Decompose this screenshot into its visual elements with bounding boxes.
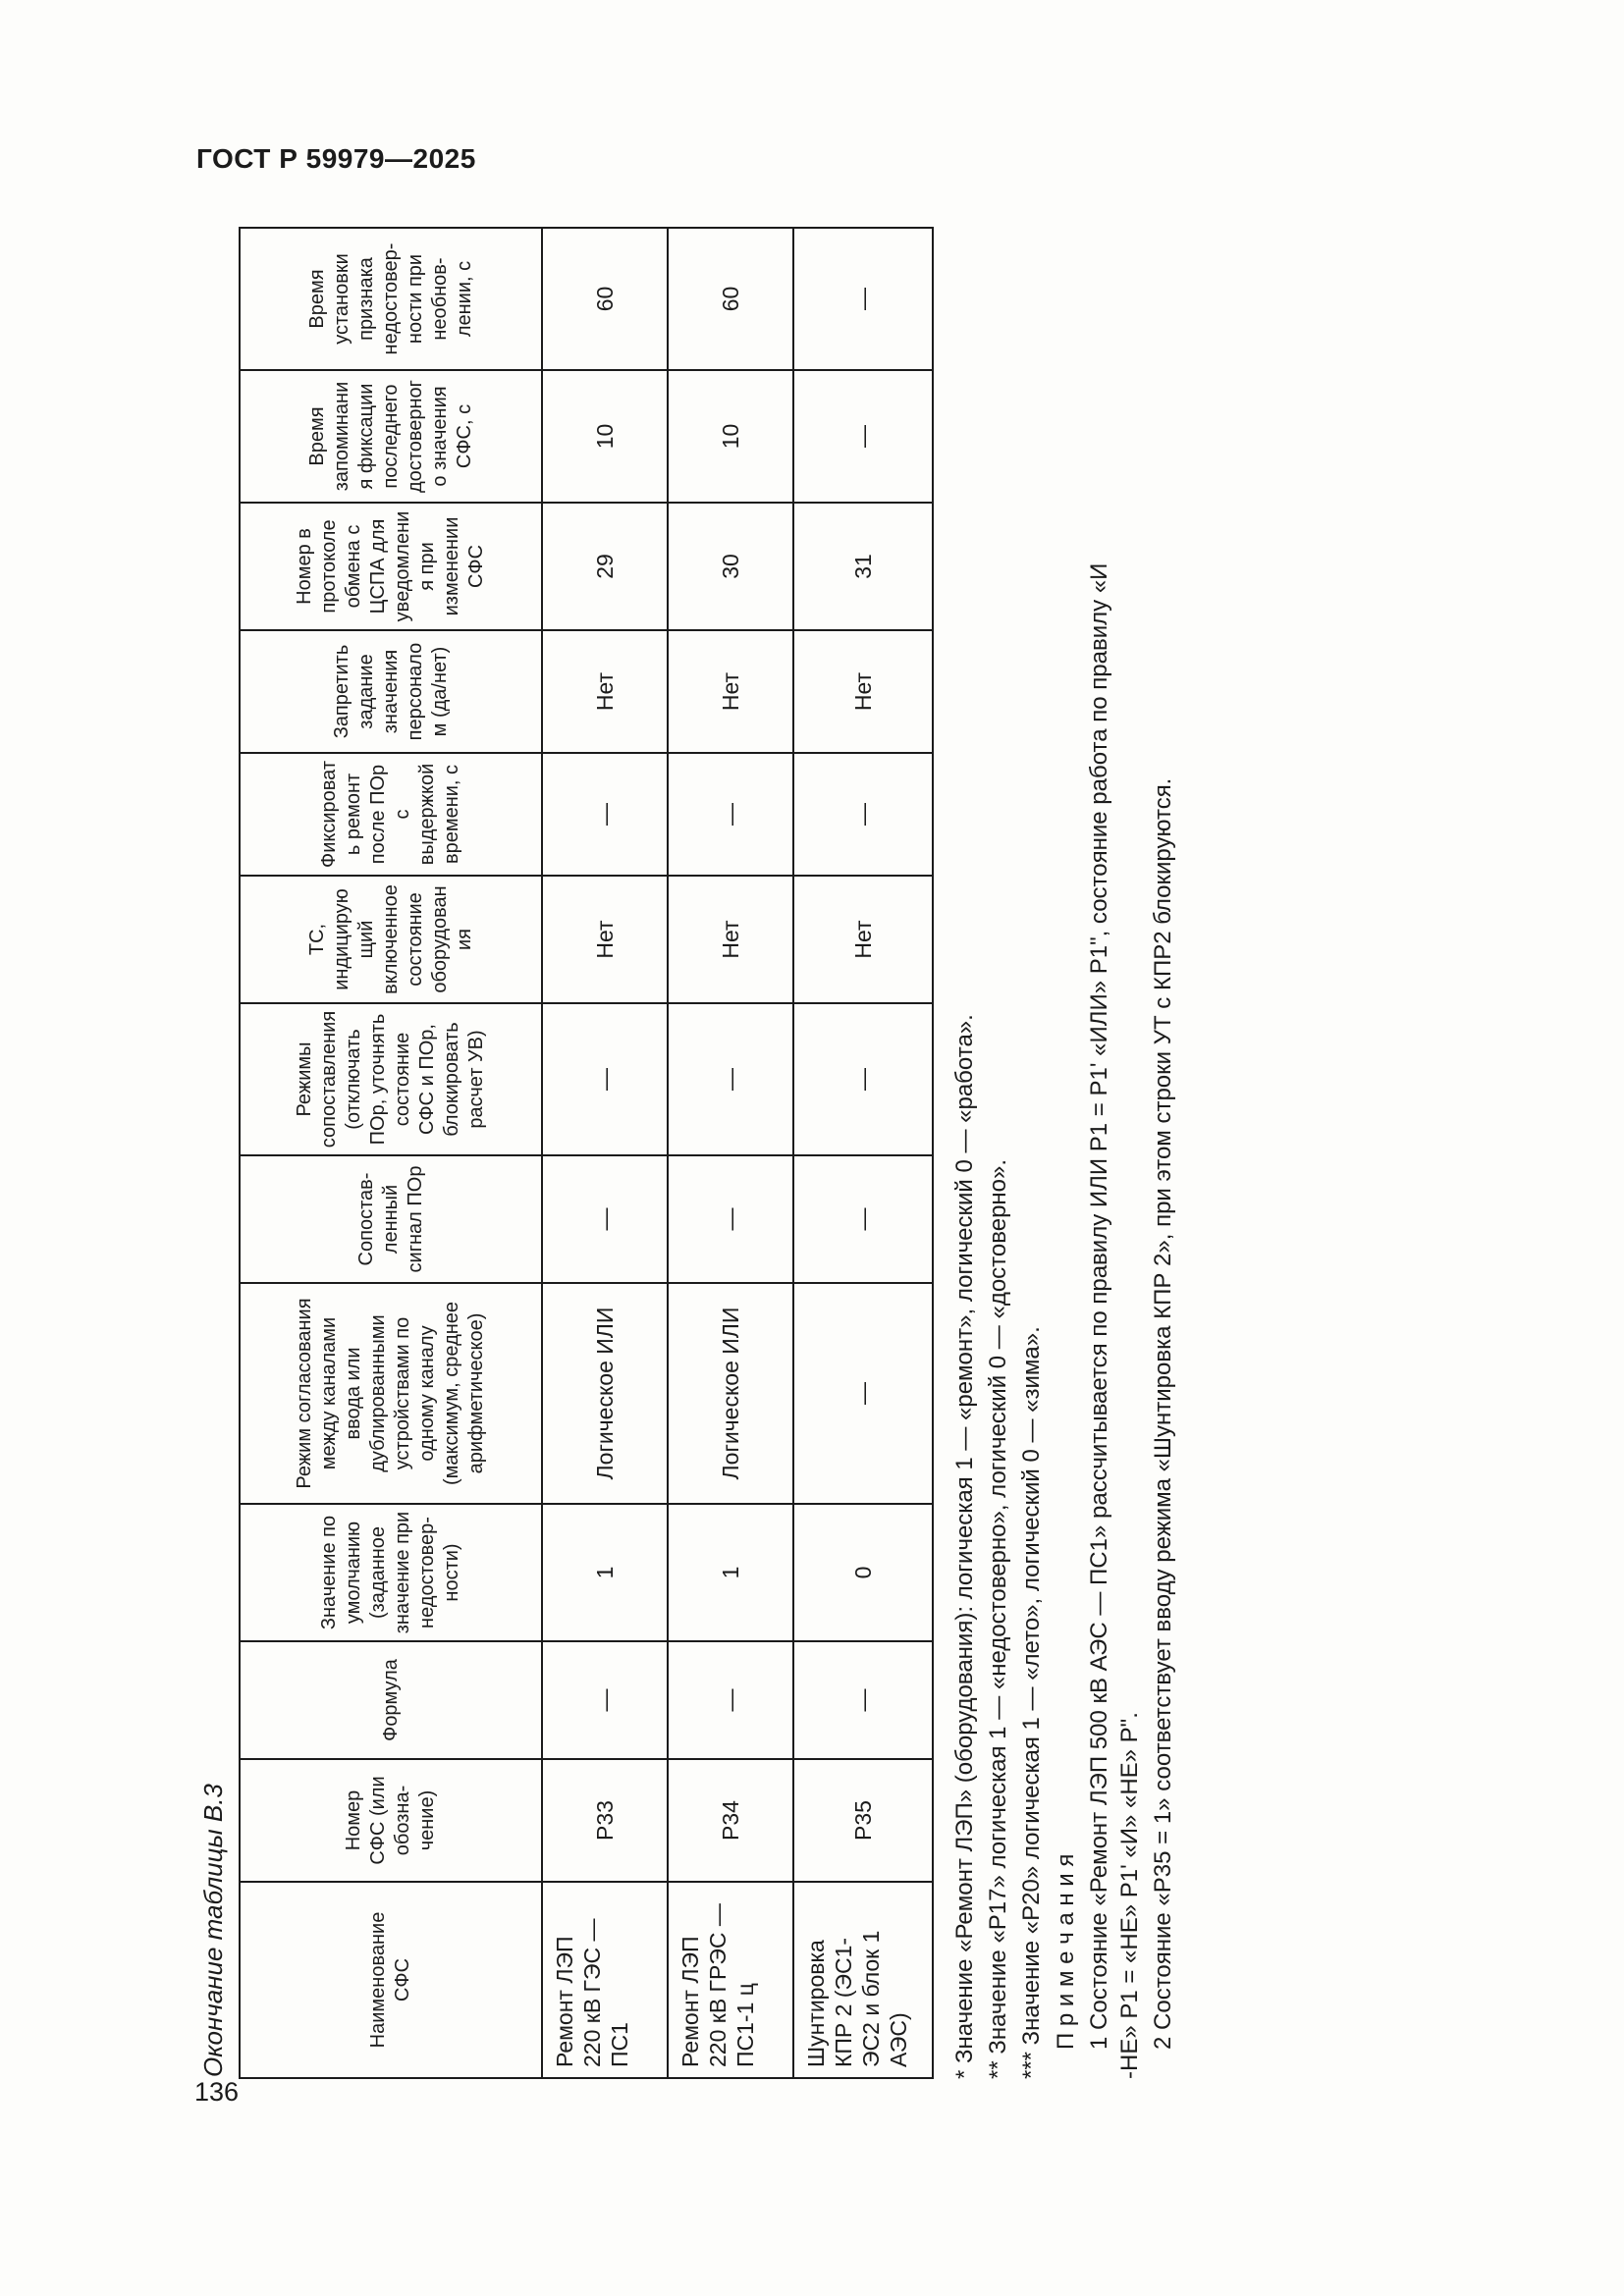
note-item: 2 Состояние «Р35 = 1» соответствует вводу режима «Шунтировка КПР 2», при этом строки УТ с КПР2 блокируются. xyxy=(1150,777,1177,2050)
value-cell: Нет xyxy=(793,876,933,1003)
column-header: Режимы сопоставления (отключать ПОр, уточнять состояние СФС и ПОр, блокировать расчет УВ) xyxy=(240,1003,542,1155)
value-cell: Р33 xyxy=(542,1759,668,1882)
column-header: Сопоставленный сигнал ПОр xyxy=(240,1155,542,1283)
column-header: Формула xyxy=(240,1641,542,1759)
value-cell: 60 xyxy=(542,228,668,370)
value-cell: Нет xyxy=(793,630,933,753)
value-cell: — xyxy=(668,1155,793,1283)
value-cell: — xyxy=(793,228,933,370)
value-cell: — xyxy=(542,753,668,876)
rotated-table-block xyxy=(198,229,1190,2079)
column-header: Значение по умолчанию (заданное значение при недостоверности) xyxy=(240,1504,542,1641)
sfs-name-cell: Ремонт ЛЭП 220 кВ ГРЭС — ПС1-1 ц xyxy=(668,1882,793,2078)
header-row xyxy=(240,228,542,2078)
value-cell: 1 xyxy=(542,1504,668,1641)
value-cell: — xyxy=(793,1283,933,1504)
value-cell: Логическое ИЛИ xyxy=(542,1283,668,1504)
table-row xyxy=(542,228,668,2078)
value-cell: — xyxy=(793,1641,933,1759)
value-cell: Нет xyxy=(542,876,668,1003)
notes-label: П р и м е ч а н и я xyxy=(1052,1853,1079,2050)
value-cell: — xyxy=(668,1641,793,1759)
value-cell: 60 xyxy=(668,228,793,370)
value-cell: — xyxy=(668,1003,793,1155)
value-cell: 0 xyxy=(793,1504,933,1641)
sfs-table xyxy=(239,227,934,2079)
footnote: ** Значение «Р17» логическая 1 — «недостоверно», логический 0 — «достоверно». xyxy=(985,1158,1012,2079)
value-cell: Р35 xyxy=(793,1759,933,1882)
value-cell: 10 xyxy=(542,370,668,503)
column-header: Наименование СФС xyxy=(240,1882,542,2078)
value-cell: 1 xyxy=(668,1504,793,1641)
column-header: Номер в протоколе обмена с ЦСПА для уведомления при изменении СФС xyxy=(240,503,542,630)
value-cell: 29 xyxy=(542,503,668,630)
value-cell: 10 xyxy=(668,370,793,503)
page-number: 136 xyxy=(194,2077,240,2107)
table-body xyxy=(542,228,933,2078)
value-cell: Нет xyxy=(542,630,668,753)
value-cell: — xyxy=(668,753,793,876)
table-row xyxy=(793,228,933,2078)
value-cell: Р34 xyxy=(668,1759,793,1882)
value-cell: Нет xyxy=(668,876,793,1003)
footnote: *** Значение «Р20» логическая 1 — «лето», логический 0 — «зима». xyxy=(1018,1326,1046,2079)
value-cell: — xyxy=(793,1155,933,1283)
column-header: Режим согласования между каналами ввода или дублированными устройствами по одному каналу (максимум, среднее арифметическое) xyxy=(240,1283,542,1504)
column-header: ТС, индицирующий включенное состояние оборудования xyxy=(240,876,542,1003)
sfs-name-cell: Ремонт ЛЭП 220 кВ ГЭС — ПС1 xyxy=(542,1882,668,2078)
note-item: 1 Состояние «Ремонт ЛЭП 500 кВ АЭС — ПС1» рассчитывается по правилу ИЛИ Р1 = Р1' «ИЛИ» Р1", состояние работа по правилу «И -НЕ» Р1 = «НЕ» Р1' «И» «НЕ» Р". xyxy=(1085,562,1143,2079)
table-caption: Окончание таблицы В.3 xyxy=(198,1784,228,2077)
column-header: Запретить задание значения персоналом (да/нет) xyxy=(240,630,542,753)
sfs-name-cell: Шунтировка КПР 2 (ЭС1-ЭС2 и блок 1 АЭС) xyxy=(793,1882,933,2078)
value-cell: — xyxy=(793,1003,933,1155)
value-cell: Логическое ИЛИ xyxy=(668,1283,793,1504)
value-cell: — xyxy=(542,1155,668,1283)
value-cell: — xyxy=(542,1641,668,1759)
value-cell: 30 xyxy=(668,503,793,630)
value-cell: Нет xyxy=(668,630,793,753)
value-cell: 31 xyxy=(793,503,933,630)
note-items xyxy=(1084,548,1179,2079)
value-cell: — xyxy=(793,753,933,876)
table-row xyxy=(668,228,793,2078)
footnote: * Значение «Ремонт ЛЭП» (оборудования): логическая 1 — «ремонт», логический 0 — «работа». xyxy=(951,1014,978,2079)
column-header: Фиксировать ремонт после ПОр с выдержкой времени, с xyxy=(240,753,542,876)
table-notes xyxy=(949,548,1178,2079)
column-header: Время установки признака недостоверности при необновлении, с xyxy=(240,228,542,370)
column-header: Время запоминания фиксации последнего достоверного значения СФС, с xyxy=(240,370,542,503)
value-cell: — xyxy=(542,1003,668,1155)
value-cell: — xyxy=(793,370,933,503)
running-header: ГОСТ Р 59979—2025 xyxy=(196,143,476,174)
column-header: Номер СФС (или обозначение) xyxy=(240,1759,542,1882)
footnotes xyxy=(949,548,1048,2079)
